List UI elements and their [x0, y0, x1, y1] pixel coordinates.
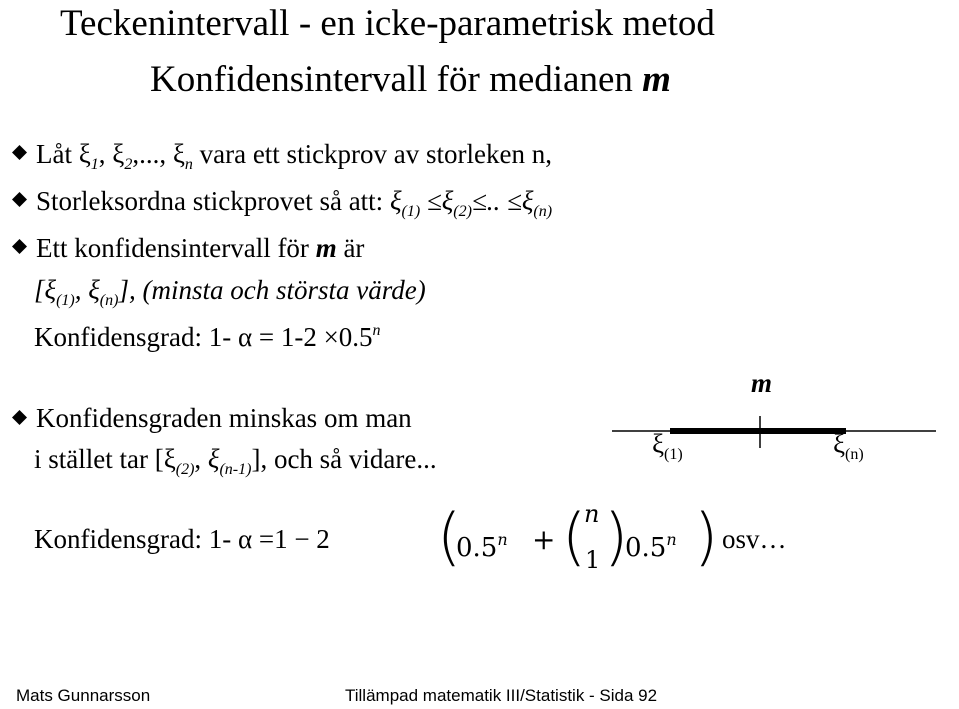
- term-b: $0.5^𝑛$: [625, 530, 677, 563]
- interval-expression: [$\xi_{(1)}$, $\xi_{(n)}$], (minsta och största värde): [34, 275, 426, 309]
- binom-bottom: 1: [585, 546, 601, 574]
- confidence-grade-2: Konfidensgrad: 1- α =1 − 2: [34, 524, 330, 554]
- slide-title: Teckenintervall - en icke-parametrisk metod: [60, 3, 715, 44]
- right-paren: ): [694, 500, 719, 573]
- bullet-narrow: Konfidensgraden minskas om man: [36, 403, 412, 433]
- binom-top: n: [584, 500, 600, 528]
- diamond-bullet-icon: [12, 239, 27, 254]
- formula-tail: osv…: [722, 524, 787, 554]
- right-endpoint-label: $\xi_{(n)}$: [833, 429, 864, 463]
- diamond-bullet-icon: [12, 145, 27, 160]
- narrow-interval: i stället tar [$\xi_{(2)}$, $\xi_{(n-1)}$], och så vidare...: [34, 444, 437, 478]
- footer-course: Tillämpad matematik III/Statistik - Sida 92: [345, 686, 658, 705]
- diamond-bullet-icon: [12, 192, 27, 207]
- term-a: $0.5^𝑛$: [456, 530, 508, 563]
- bullet-sample: Låt $\xi_1$, $\xi_2$,..., $\xi_n$ vara ett stickprov av storleken n,: [36, 139, 552, 173]
- slide-subtitle: [150, 60, 671, 100]
- subtitle-text: Konfidensintervall för medianen: [150, 59, 633, 100]
- bullet-interval: Ett konfidensintervall för m är: [36, 233, 365, 263]
- subtitle-var: m: [642, 59, 671, 100]
- left-endpoint-label: $\xi_{(1)}$: [652, 429, 683, 463]
- bullet-order: Storleksordna stickprovet så att: $\xi_{(1)} \le\xi_{(2)}\le$.. $\le\xi_{(n)}$: [36, 186, 553, 220]
- binom-left-paren: (: [562, 500, 587, 573]
- median-label: m: [751, 368, 773, 398]
- confidence-grade-1: Konfidensgrad: 1- $\alpha = 1-2 \times 0.5^n$: [34, 322, 381, 352]
- footer-author: Mats Gunnarsson: [16, 686, 151, 705]
- diamond-bullet-icon: [12, 410, 27, 425]
- binom-right-paren: ): [604, 500, 629, 573]
- plus-sign: +: [532, 523, 556, 556]
- left-paren: (: [437, 500, 462, 573]
